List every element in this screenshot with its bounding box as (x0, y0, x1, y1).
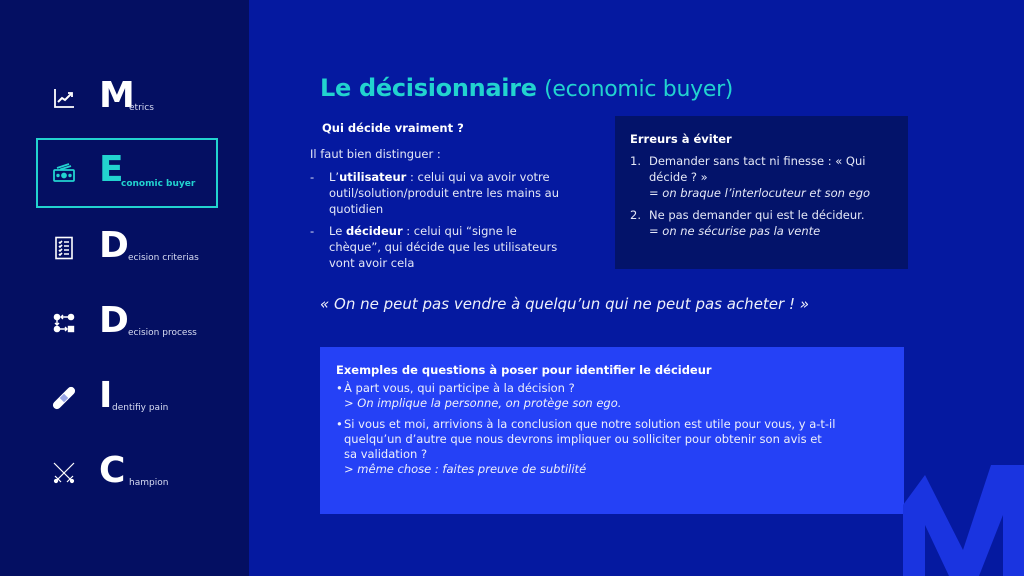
item-note: = on ne sécurise pas la vente (649, 224, 821, 238)
title-main: Le décisionnaire (320, 74, 537, 102)
nav-letter: D (99, 300, 128, 341)
item-prefix: Le (329, 224, 346, 238)
section-heading: Qui décide vraiment ? (322, 121, 464, 135)
sidebar-item-metrics[interactable] (36, 64, 218, 134)
list-item (630, 207, 894, 239)
item-text: : celui qui “signe le chèque”, qui décide que les utilisateurs vont avoir cela (329, 224, 558, 270)
item-text: Ne pas demander qui est le décideur. (649, 208, 865, 222)
section-heading: Exemples de questions à poser pour identifier le décideur (336, 363, 712, 377)
money-icon (52, 160, 76, 184)
sidebar-item-decision-criterias[interactable] (36, 214, 218, 284)
nav-label: conomic buyer (121, 179, 196, 189)
title-subtitle: (economic buyer) (544, 77, 734, 102)
dash-marker: - (310, 170, 315, 184)
nav-label: hampion (129, 478, 169, 488)
sidebar-item-champion[interactable] (36, 439, 218, 509)
errors-box (615, 116, 908, 269)
chart-trend-icon (52, 86, 76, 110)
item-term: utilisateur (339, 170, 407, 184)
item-number: 1. (630, 154, 641, 168)
list-item (336, 381, 889, 411)
checklist-icon (52, 236, 76, 260)
process-flow-icon (52, 311, 76, 335)
list-item (336, 417, 836, 477)
item-number: 2. (630, 208, 641, 222)
nav-letter: D (99, 225, 128, 266)
nav-letter: C (99, 450, 125, 491)
item-note: > On implique la personne, on protège son ego. (344, 396, 622, 410)
brand-logo-m (903, 465, 1024, 576)
bandage-icon (52, 386, 76, 410)
intro-text: Il faut bien distinguer : (310, 147, 441, 161)
bullet-marker: • (336, 381, 343, 395)
examples-box (320, 347, 904, 514)
nav-label: ecision criterias (128, 253, 199, 263)
list-item (310, 223, 560, 271)
list-item (630, 153, 894, 201)
page-title (320, 73, 733, 105)
crossed-swords-icon (52, 461, 76, 485)
nav-letter: E (99, 149, 123, 190)
nav-label: ecision process (128, 328, 197, 338)
item-note: = on braque l’interlocuteur et son ego (649, 186, 871, 200)
item-text: Demander sans tact ni finesse : « Qui décide ? » (649, 154, 866, 184)
nav-letter: M (99, 75, 134, 116)
sidebar-item-decision-process[interactable] (36, 289, 218, 359)
item-text: Si vous et moi, arrivions à la conclusion que notre solution est utile pour vous, y a-t-il quelqu’un d’autre que nous devrons impliquer ou solliciter pour obtenir son avis et sa validation ? (344, 417, 836, 461)
item-text: : celui qui va avoir votre outil/solution/produit entre les mains au quotidien (329, 170, 559, 216)
list-item (310, 169, 560, 217)
nav-letter: I (99, 375, 112, 416)
sidebar-item-identify-pain[interactable] (36, 364, 218, 434)
nav-label: dentifiy pain (112, 403, 169, 413)
bullet-marker: • (336, 417, 343, 431)
meddic-sidebar (0, 0, 249, 576)
item-note: > même chose : faites preuve de subtilité (344, 462, 587, 476)
item-prefix: L’ (329, 170, 340, 184)
who-decides-section (310, 120, 560, 277)
dash-marker: - (310, 224, 315, 238)
section-heading: Erreurs à éviter (630, 132, 732, 146)
quote: « On ne peut pas vendre à quelqu’un qui ne peut pas acheter ! » (320, 295, 810, 313)
sidebar-item-economic-buyer[interactable] (36, 138, 218, 208)
item-text: À part vous, qui participe à la décision ? (344, 381, 575, 395)
nav-label: etrics (129, 103, 154, 113)
item-term: décideur (345, 224, 403, 238)
